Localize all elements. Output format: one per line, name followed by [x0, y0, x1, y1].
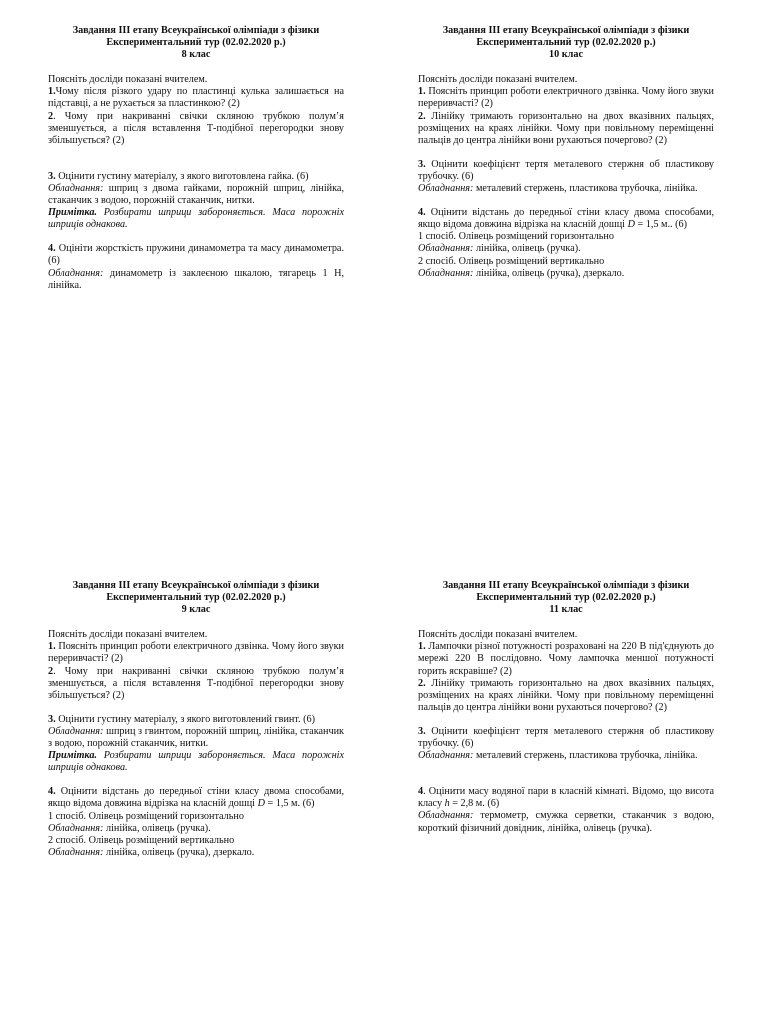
- sheet-title: Завдання ІІІ етапу Всеукраїнської олімпіади з фізики: [72, 580, 320, 591]
- task-1: 1. Лампочки різної потужності розраховані на 220 В під'єднують до мережі 220 В послідовно. Чому лампочка меншої потужності горить яскравіше? (2): [418, 641, 714, 677]
- method-2-equipment: Обладнання: лінійка, олівець (ручка), дзеркало.: [48, 846, 255, 858]
- task-1: 1. Поясніть принцип роботи електричного дзвінка. Чому його звуки переривчасті? (2): [48, 641, 344, 665]
- intro-text: Поясніть досліди показані вчителем.: [48, 74, 208, 86]
- method-2: 2 спосіб. Олівець розміщений вертикально: [418, 255, 605, 267]
- intro-text: Поясніть досліди показані вчителем.: [48, 629, 208, 641]
- sheet-grade: 11 клас: [549, 604, 583, 616]
- task-4-equipment: Обладнання: динамометр із заклеєною шкалою, тягарець 1 Н, лінійка.: [48, 267, 344, 291]
- sheet-header: [418, 580, 714, 616]
- task-sheet-grade-10: [418, 25, 714, 280]
- task-3-note: Примітка. Розбирати шприци забороняється. Маса порожніх шприців однакова.: [48, 207, 344, 231]
- task-sheet-grade-9: [48, 580, 344, 859]
- task-3-equipment: Обладнання: металевий стержень, пластикова трубочка, лінійка.: [418, 750, 698, 762]
- method-1: 1 спосіб. Олівець розміщений горизонтально: [418, 231, 614, 243]
- task-4: 4. Оцінити відстань до передньої стіни класу двома способами, якщо відома довжина відрізка на класній дошці D = 1,5 м.. (6): [418, 207, 714, 231]
- sheet-subtitle: Експериментальний тур (02.02.2020 р.): [476, 592, 656, 604]
- task-3: 3. Оцінити густину матеріалу, з якого виготовлена гайка. (6): [48, 170, 309, 182]
- sheet-title: Завдання ІІІ етапу Всеукраїнської олімпіади з фізики: [442, 580, 690, 591]
- task-1: 1.Чому після різкого удару по пластинці кулька залишається на підставці, а не рухається за пластинкою? (2): [48, 86, 344, 110]
- sheet-grade: 9 клас: [181, 604, 211, 616]
- sheet-grade: 8 клас: [181, 49, 211, 61]
- task-3-equipment: Обладнання: шприц з гвинтом, порожній шприц, лінійка, стаканчик з водою, порожній стаканчик, нитки.: [48, 725, 344, 750]
- task-2: 2. Лінійку тримають горизонтально на двох вказівних пальцях, розміщених на краях лінійки. Чому при повільному переміщенні пальців до центра лінійки вони рухаються почергово? (2): [418, 110, 714, 146]
- sheet-header: [48, 580, 344, 616]
- task-3-equipment: Обладнання: шприц з двома гайками, порожній шприц, лінійка, стаканчик з водою, порожній стаканчик, нитки.: [48, 182, 344, 207]
- sheet-header: [48, 25, 344, 61]
- task-4-equipment: Обладнання: термометр, смужка серветки, стаканчик з водою, короткий фізичний довідник, лінійка, олівець (ручка).: [418, 810, 714, 834]
- sheet-subtitle: Експериментальний тур (02.02.2020 р.): [106, 592, 286, 604]
- sheet-grade: 10 клас: [549, 49, 583, 61]
- method-1-equipment: Обладнання: лінійка, олівець (ручка).: [48, 822, 211, 834]
- task-4: 4. Оцініти жорсткість пружини динамометра та масу динамометра. (6): [48, 243, 344, 267]
- task-1: 1. Поясніть принцип роботи електричного дзвінка. Чому його звуки переривчасті? (2): [418, 86, 714, 110]
- task-3: 3. Оцінити густину матеріалу, з якого виготовлений гвинт. (6): [48, 713, 316, 725]
- task-3: 3. Оцінити коефіцієнт тертя металевого стержня об пластикову трубочку. (6): [418, 158, 714, 182]
- task-sheet-grade-8: [48, 25, 344, 292]
- method-2: 2 спосіб. Олівець розміщений вертикально: [48, 834, 235, 846]
- sheet-subtitle: Експериментальний тур (02.02.2020 р.): [106, 37, 286, 49]
- task-2: 2. Чому при накриванні свічки скляною трубкою полум’я зменшується, а після вставлення Т-подібної перегородки знову збільшується? (2): [48, 110, 344, 146]
- task-2: 2. Чому при накриванні свічки скляною трубкою полум’я зменшується, а після вставлення Т-подібної перегородки знову збільшується? (2): [48, 665, 344, 701]
- method-1-equipment: Обладнання: лінійка, олівець (ручка).: [418, 243, 581, 255]
- sheet-header: [418, 25, 714, 61]
- intro-text: Поясніть досліди показані вчителем.: [418, 629, 578, 641]
- sheet-subtitle: Експериментальний тур (02.02.2020 р.): [476, 37, 656, 49]
- task-4: 4. Оцінити відстань до передньої стіни класу двома способами, якщо відома довжина відрізка на класній дошці D = 1,5 м. (6): [48, 786, 344, 810]
- task-4: 4. Оцінити масу водяної пари в класній кімнаті. Відомо, що висота класу h = 2,8 м. (6): [418, 786, 714, 810]
- task-2: 2. Лінійку тримають горизонтально на двох вказівних пальцях, розміщених на краях лінійки. Чому при повільному переміщенні пальців до центра лінійки вони рухаються почергово? (2): [418, 677, 714, 713]
- sheet-title: Завдання ІІІ етапу Всеукраїнської олімпіади з фізики: [72, 25, 320, 36]
- task-3-equipment: Обладнання: металевий стержень, пластикова трубочка, лінійка.: [418, 183, 698, 195]
- intro-text: Поясніть досліди показані вчителем.: [418, 74, 578, 86]
- method-1: 1 спосіб. Олівець розміщений горизонтально: [48, 810, 244, 822]
- task-sheet-grade-11: [418, 580, 714, 835]
- sheet-title: Завдання ІІІ етапу Всеукраїнської олімпіади з фізики: [442, 25, 690, 36]
- method-2-equipment: Обладнання: лінійка, олівець (ручка), дзеркало.: [418, 267, 625, 279]
- task-3-note: Примітка. Розбирати шприци забороняється. Маса порожніх шприців однакова.: [48, 750, 344, 774]
- task-3: 3. Оцінити коефіцієнт тертя металевого стержня об пластикову трубочку. (6): [418, 725, 714, 750]
